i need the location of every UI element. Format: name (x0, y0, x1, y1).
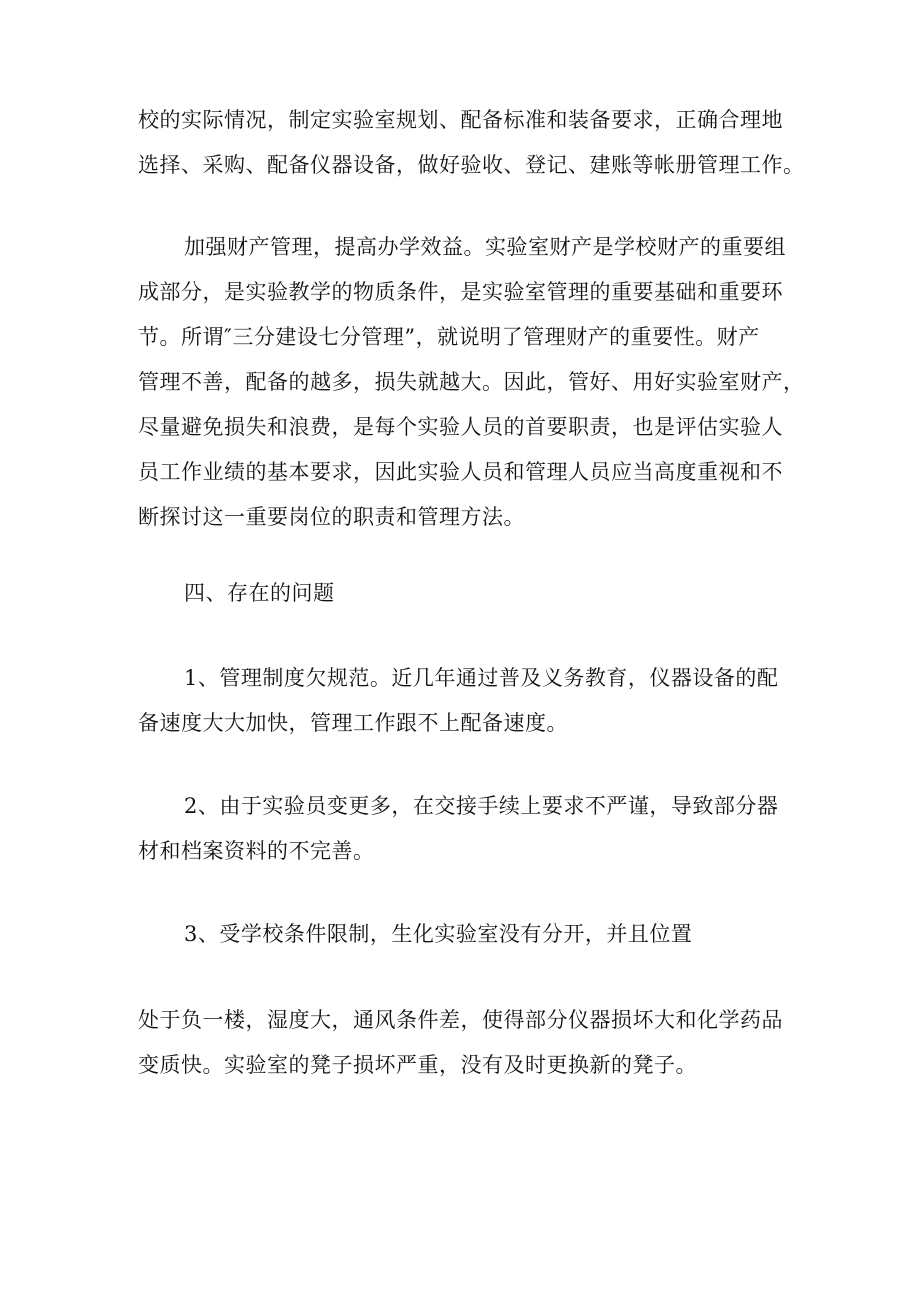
text-line: 尽量避免损失和浪费，是每个实验人员的首要职责，也是评估实验人 (138, 415, 783, 439)
list-item-3 (138, 912, 788, 957)
text-line: 1、管理制度欠规范。近几年通过普及义务教育，仪器设备的配 (184, 666, 779, 690)
text-line: 管理不善，配备的越多，损失就越大。因此，管好、用好实验室财产， (138, 370, 805, 394)
text-line: 处于负一楼，湿度大，通风条件差，使得部分仪器损坏大和化学药品 (138, 1008, 783, 1032)
text-line: 2、由于实验员变更多，在交接手续上要求不严谨，导致部分器 (184, 794, 779, 818)
text-line: 变质快。实验室的凳子损坏严重，没有及时更换新的凳子。 (138, 1053, 697, 1077)
text-line: 选择、采购、配备仪器设备，做好验收、登记、建账等帐册管理工作。 (138, 153, 805, 177)
section-heading-text: 四、存在的问题 (184, 581, 335, 605)
text-line: 校的实际情况，制定实验室规划、配备标准和装备要求，正确合理地 (138, 108, 783, 132)
list-item-1 (138, 656, 788, 746)
text-line: 成部分，是实验教学的物质条件，是实验室管理的重要基础和重要环 (138, 280, 783, 304)
paragraph-property-management (138, 225, 805, 540)
text-line: 材和档案资料的不完善。 (138, 839, 375, 863)
text-line: 加强财产管理，提高办学效益。实验室财产是学校财产的重要组 (184, 235, 786, 259)
text-line: 节。所谓″三分建设七分管理”，就说明了管理财产的重要性。财产 (138, 325, 760, 349)
section-heading (138, 571, 788, 616)
paragraph-lab-conditions (138, 998, 788, 1088)
text-line: 3、受学校条件限制，生化实验室没有分开，并且位置 (184, 922, 693, 946)
text-line: 员工作业绩的基本要求，因此实验人员和管理人员应当高度重视和不 (138, 460, 783, 484)
list-item-2 (138, 784, 788, 874)
text-line: 备速度大大加快，管理工作跟不上配备速度。 (138, 711, 568, 735)
paragraph-facility-planning (138, 98, 805, 188)
text-line: 断探讨这一重要岗位的职责和管理方法。 (138, 505, 525, 529)
